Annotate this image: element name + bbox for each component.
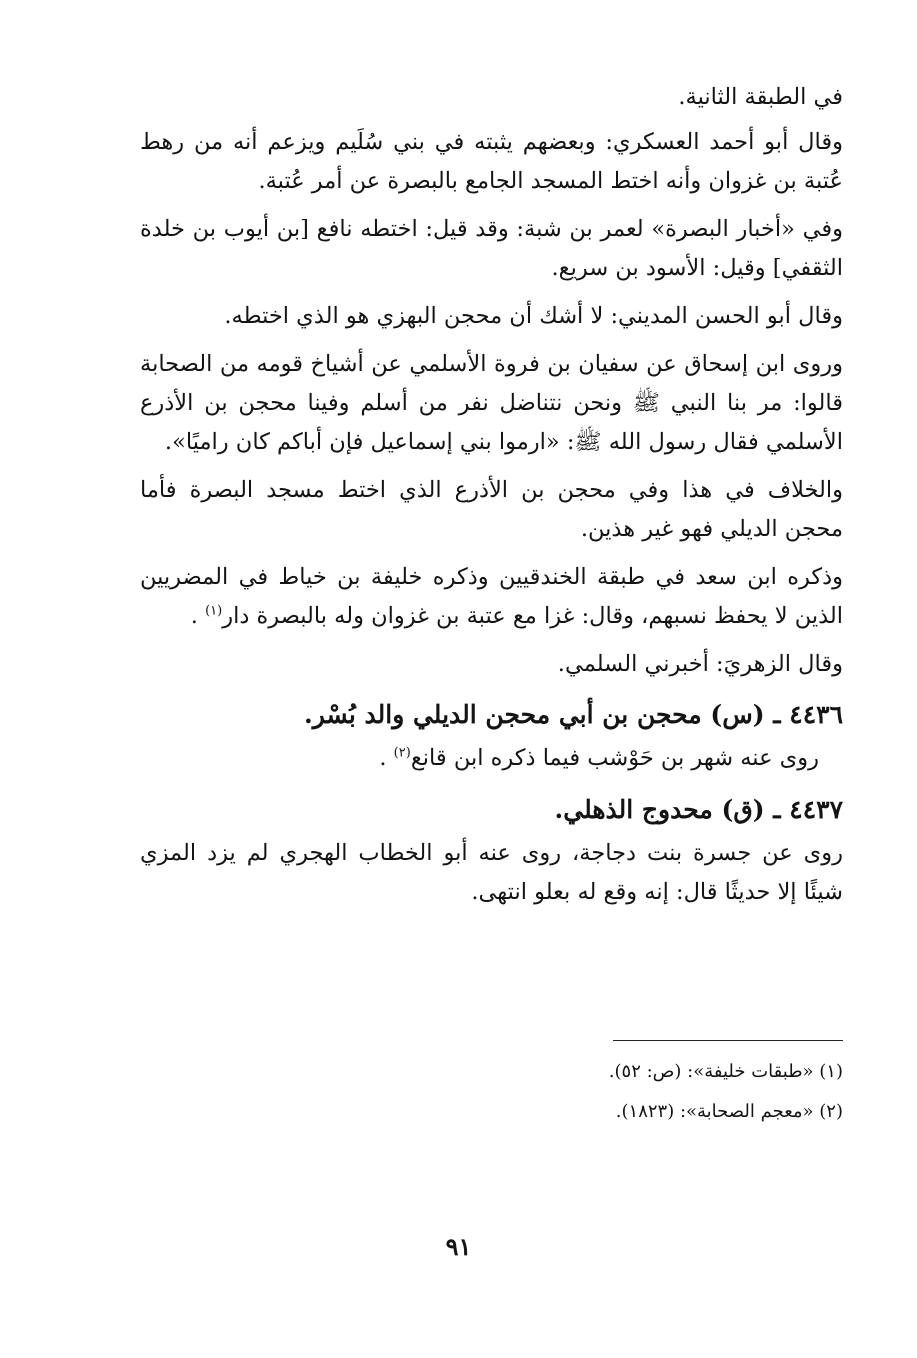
text-paragraph: والخلاف في هذا وفي محجن بن الأذرع الذي اختط مسجد البصرة فأما محجن الديلي فهو غير هذين. <box>140 477 843 542</box>
entry-4436-body <box>140 739 843 778</box>
entry-4437-body: روى عن جسرة بنت دجاجة، روى عنه أبو الخطاب الهجري لم يزد المزي شيئًا إلا حديثًا قال: إنه وقع له بعلو انتهى. <box>140 840 843 905</box>
footnote-ref-2[interactable]: (٢) <box>393 745 411 761</box>
text-paragraph: وروى ابن إسحاق عن سفيان بن فروة الأسلمي عن أشياخ قومه من الصحابة قالوا: مر بنا النبي ﷺ ونحن نتناضل نفر من أسلم وفينا محجن بن الأذرع الأسلمي فقال رسول الله ﷺ: «ارموا بني إسماعيل فإن أباكم كان راميًا». <box>140 351 843 455</box>
text-paragraph: في الطبقة الثانية. <box>678 84 843 110</box>
main-text <box>140 78 843 921</box>
text-paragraph: وقال أبو الحسن المديني: لا أشك أن محجن البهزي هو الذي اختطه. <box>224 303 843 329</box>
footnotes <box>609 1052 843 1132</box>
text-paragraph: وفي «أخبار البصرة» لعمر بن شبة: وقد قيل: اختطه نافع [بن أيوب بن خلدة الثقفي] وقيل: الأسود بن سريع. <box>140 216 843 281</box>
paragraph-body: وذكره ابن سعد في طبقة الخندقيين وذكره خليفة بن خياط في المضريين الذين لا يحفظ نسبهم، وقال: غزا مع عتبة بن غزوان وله بالبصرة دار <box>140 564 843 629</box>
footnote-1: (١) «طبقات خليفة»: (ص: ٥٢). <box>608 1061 843 1082</box>
page-number: ٩١ <box>445 1232 472 1261</box>
footnote-divider <box>613 1040 843 1041</box>
text-paragraph-khalifa <box>140 558 843 636</box>
text-paragraph: وقال الزهريَ: أخبرني السلمي. <box>557 651 843 677</box>
footnote-ref-1[interactable]: (١) <box>205 603 223 619</box>
entry-4437-title: ٤٤٣٧ ـ (ق) محدوج الذهلي. <box>554 795 843 824</box>
entry-4436-title: ٤٤٣٦ ـ (س) محجن بن أبي محجن الديلي والد بُسْر. <box>304 700 843 729</box>
footnote-2: (٢) «معجم الصحابة»: (١٨٢٣). <box>615 1101 843 1122</box>
entry-body-text: روى عنه شهر بن حَوْشب فيما ذكره ابن قانع <box>410 745 819 771</box>
sentence-end: . <box>379 745 387 771</box>
sentence-end: . <box>190 603 198 629</box>
text-paragraph: وقال أبو أحمد العسكري: وبعضهم يثبته في بني سُلَيم ويزعم أنه من رهط عُتبة بن غزوان وأنه اختط المسجد الجامع بالبصرة عن أمر عُتبة. <box>140 129 843 194</box>
